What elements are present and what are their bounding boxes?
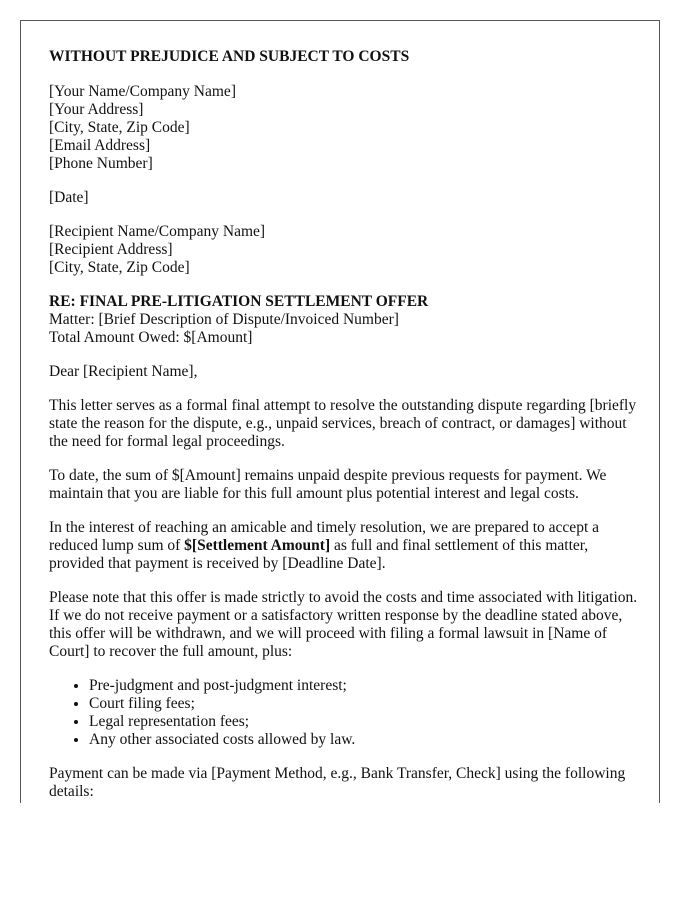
list-item: • Any other associated costs allowed by law.	[89, 731, 639, 749]
costs-list	[49, 677, 639, 749]
sender-block	[49, 83, 639, 173]
paragraph-purpose: This letter serves as a formal final attempt to resolve the outstanding dispute regarding [briefly state the reason for the dispute, e.g., unpaid services, breach of contract, or damages] without the need for formal legal proceedings.	[49, 397, 637, 450]
letter-date: [Date]	[49, 189, 89, 206]
subject-matter: Matter: [Brief Description of Dispute/Invoiced Number]	[49, 311, 399, 328]
header-title: WITHOUT PREJUDICE AND SUBJECT TO COSTS	[49, 48, 410, 65]
subject-block	[49, 293, 639, 347]
paragraph-settlement-offer	[49, 519, 639, 573]
letter-page	[20, 20, 660, 803]
list-item: • Legal representation fees;	[89, 713, 639, 731]
subject-re-line: RE: FINAL PRE-LITIGATION SETTLEMENT OFFER	[49, 293, 429, 310]
sender-address: [Your Address]	[49, 101, 144, 118]
list-item: • Court filing fees;	[89, 695, 639, 713]
recipient-name: [Recipient Name/Company Name]	[49, 223, 266, 240]
recipient-block	[49, 223, 639, 277]
paragraph-payment-method: Payment can be made via [Payment Method, e.g., Bank Transfer, Check] using the following details:	[49, 765, 626, 800]
sender-city-state-zip: [City, State, Zip Code]	[49, 119, 190, 136]
sender-name: [Your Name/Company Name]	[49, 83, 236, 100]
recipient-address: [Recipient Address]	[49, 241, 173, 258]
settlement-text-after: as full and final settlement of this matter, provided that payment is received by [Deadline Date].	[49, 537, 589, 572]
settlement-text-before: In the interest of reaching an amicable and timely resolution, we are prepared to accept a reduced lump sum of	[49, 519, 600, 554]
paragraph-litigation-warning: Please note that this offer is made strictly to avoid the costs and time associated with litigation. If we do not receive payment or a satisfactory written response by the deadline stated above, this offer will be withdrawn, and we will proceed with filing a formal lawsuit in [Name of Court] to recover the full amount, plus:	[49, 589, 638, 660]
salutation: Dear [Recipient Name],	[49, 363, 198, 380]
sender-email: [Email Address]	[49, 137, 151, 154]
letter-content	[49, 48, 639, 803]
recipient-city-state-zip: [City, State, Zip Code]	[49, 259, 190, 276]
list-item: • Pre-judgment and post-judgment interest;	[89, 677, 639, 695]
sender-phone: [Phone Number]	[49, 155, 153, 172]
paragraph-amount-owed: To date, the sum of $[Amount] remains unpaid despite previous requests for payment. We maintain that you are liable for this full amount plus potential interest and legal costs.	[49, 467, 607, 502]
subject-total-owed: Total Amount Owed: $[Amount]	[49, 329, 253, 346]
settlement-amount: $[Settlement Amount]	[184, 537, 331, 554]
date-block	[49, 189, 639, 207]
